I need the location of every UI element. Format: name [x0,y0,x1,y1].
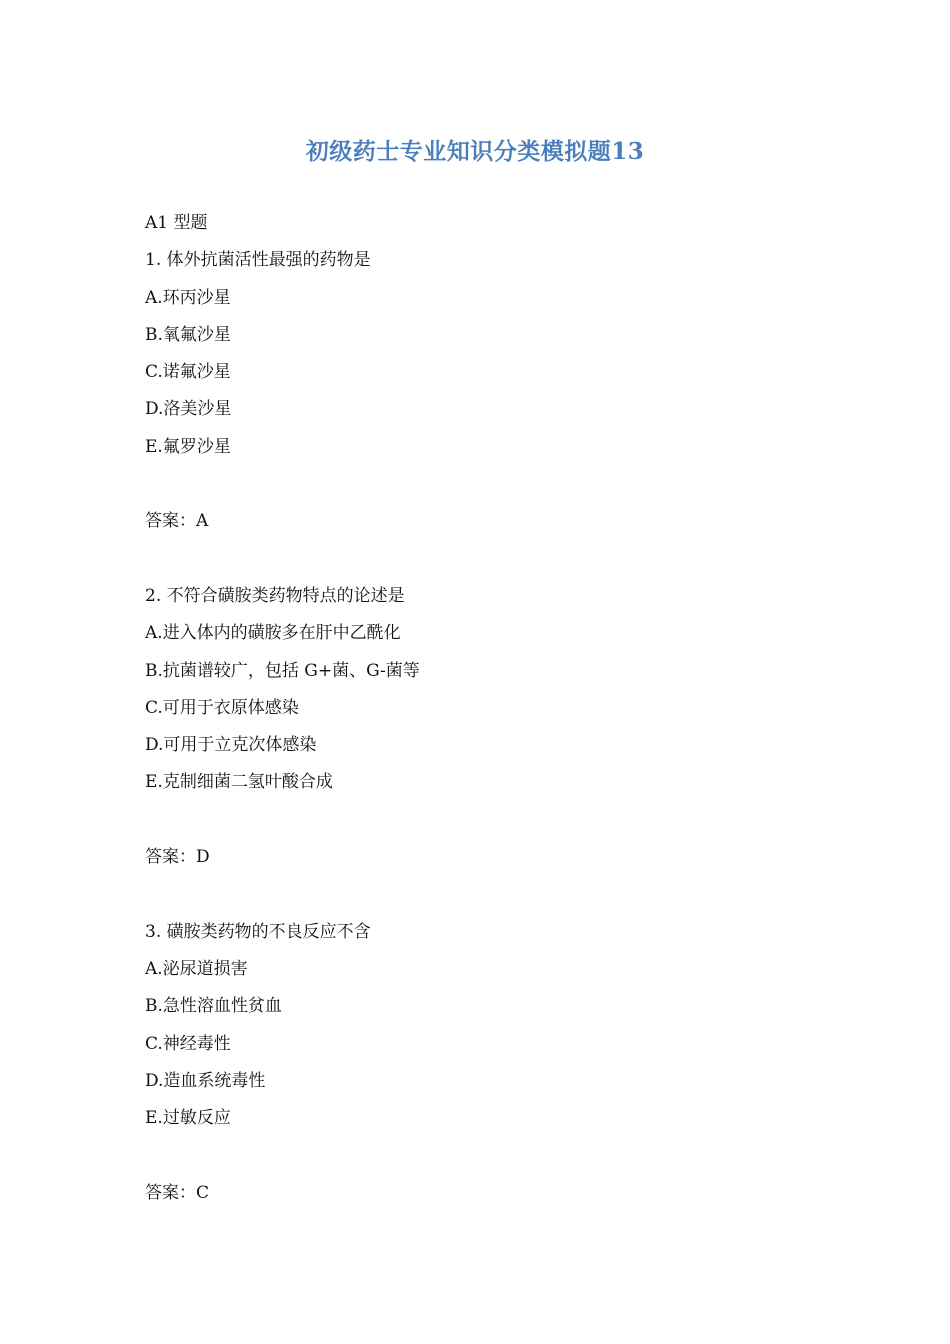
option-d: D.洛美沙星 [145,399,232,420]
option-e: E.过敏反应 [145,1108,231,1129]
option-a: A.进入体内的磺胺多在肝中乙酰化 [145,623,401,644]
option-a: A.环丙沙星 [145,287,231,308]
option-b: B.急性溶血性贫血 [145,996,282,1017]
question-1 [145,249,845,585]
answer-text: 答案：A [145,511,209,532]
option-d: D.造血系统毒性 [145,1070,266,1091]
document-title: 初级药士专业知识分类模拟题13 [305,138,645,165]
question-stem: 2. 不符合磺胺类药物特点的论述是 [145,585,405,606]
section-heading: A1 型题 [145,213,208,233]
answer-text: 答案：C [145,1182,210,1203]
spacer [145,548,845,585]
question-3 [145,921,845,1204]
spacer [145,1144,845,1181]
spacer [145,883,845,920]
spacer [145,809,845,846]
option-b: B.氧氟沙星 [145,324,231,345]
spacer [145,473,845,510]
option-e: E.氟罗沙星 [145,436,231,457]
option-d: D.可用于立克次体感染 [145,735,317,756]
document-body [145,212,845,1219]
question-stem: 1. 体外抗菌活性最强的药物是 [145,250,371,271]
option-c: C.诺氟沙星 [145,362,231,383]
option-c: C.神经毒性 [145,1033,231,1054]
question-stem: 3. 磺胺类药物的不良反应不含 [145,921,371,942]
option-e: E.克制细菌二氢叶酸合成 [145,772,333,793]
option-b: B.抗菌谱较广，包括 G+菌、G-菌等 [145,660,420,681]
option-c: C.可用于衣原体感染 [145,697,299,718]
question-2 [145,585,845,921]
option-a: A.泌尿道损害 [145,958,248,979]
answer-text: 答案：D [145,847,210,868]
